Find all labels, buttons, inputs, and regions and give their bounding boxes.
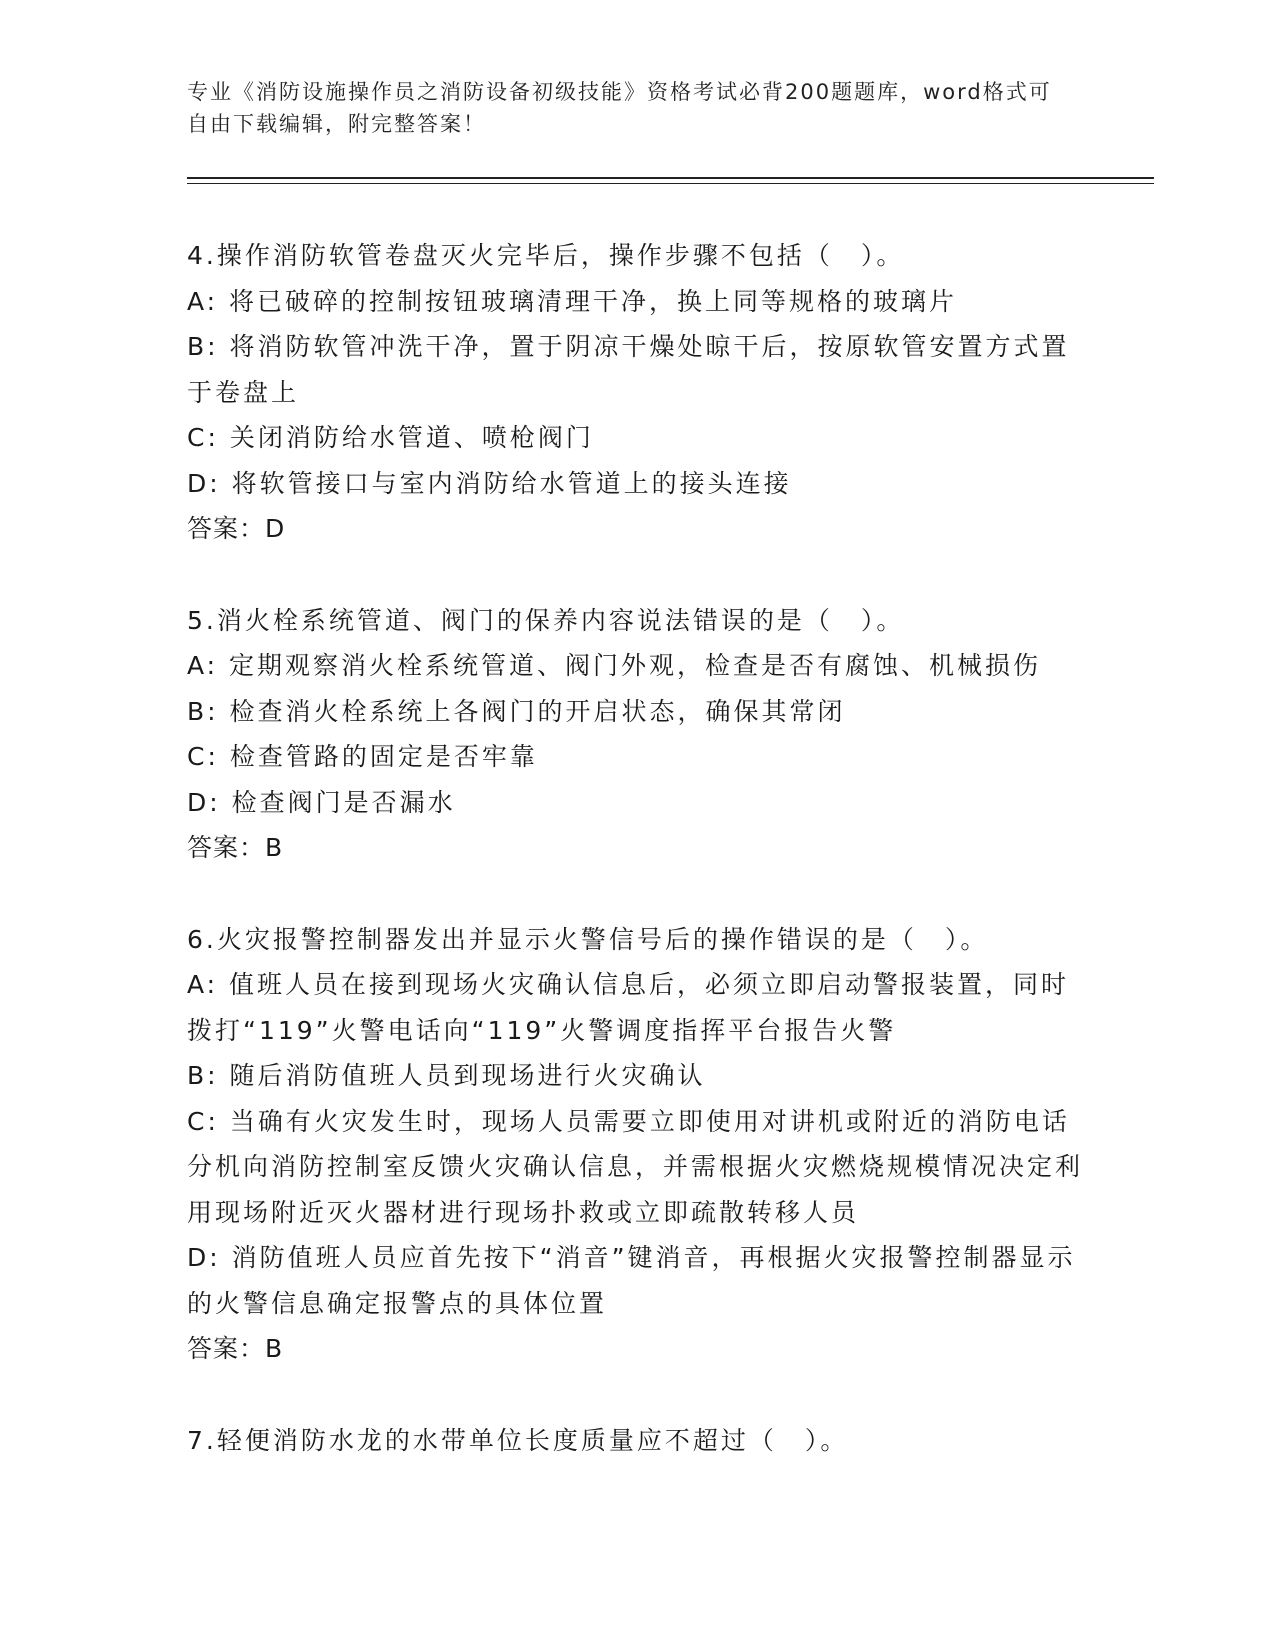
document-header: 专业《消防设施操作员之消防设备初级技能》资格考试必背200题题库，word格式可自由下载编辑，附完整答案！: [187, 80, 1052, 136]
option-b: B: 将消防软管冲洗干净，置于阴凉干燥处晾干后，按原软管安置方式置于卷盘上: [187, 332, 1070, 407]
option-c: C: 当确有火灾发生时，现场人员需要立即使用对讲机或附近的消防电话分机向消防控制室反馈火灾确认信息，并需根据火灾燃烧规模情况决定利用现场附近灭火器材进行现场扑救或立即疏散转移人员: [187, 1106, 1084, 1227]
option-d: D: 检查阀门是否漏水: [187, 787, 456, 817]
question-stem: 7.轻便消防水龙的水带单位长度质量应不超过（ ）。: [187, 1425, 849, 1455]
option-d: D: 将软管接口与室内消防给水管道上的接头连接: [187, 468, 792, 498]
option-a: A: 值班人员在接到现场火灾确认信息后，必须立即启动警报装置，同时拨打“119”火警电话向“119”火警调度指挥平台报告火警: [187, 970, 1070, 1045]
answer: 答案：B: [187, 1334, 284, 1363]
question-7: [187, 1418, 1087, 1464]
question-list: [187, 233, 1087, 1509]
option-a: A: 将已破碎的控制按钮玻璃清理干净，换上同等规格的玻璃片: [187, 286, 958, 316]
option-b: B: 检查消火栓系统上各阀门的开启状态，确保其常闭: [187, 696, 846, 726]
header-divider-thin: [187, 183, 1154, 184]
question-stem: 6.火灾报警控制器发出并显示火警信号后的操作错误的是（ ）。: [187, 924, 989, 954]
option-d: D: 消防值班人员应首先按下“消音”键消音，再根据火灾报警控制器显示的火警信息确定报警点的具体位置: [187, 1243, 1076, 1318]
option-c: C: 检查管路的固定是否牢靠: [187, 742, 538, 771]
answer: 答案：D: [187, 514, 286, 543]
option-b: B: 随后消防值班人员到现场进行火灾确认: [187, 1061, 706, 1090]
option-a: A: 定期观察消火栓系统管道、阀门外观，检查是否有腐蚀、机械损伤: [187, 651, 1042, 680]
question-6: [187, 917, 1087, 1372]
question-stem: 4.操作消防软管卷盘灭火完毕后，操作步骤不包括（ ）。: [187, 241, 905, 270]
question-4: [187, 233, 1087, 552]
question-5: [187, 598, 1087, 871]
question-stem: 5.消火栓系统管道、阀门的保养内容说法错误的是（ ）。: [187, 605, 905, 635]
answer: 答案：B: [187, 833, 284, 862]
option-c: C: 关闭消防给水管道、喷枪阀门: [187, 423, 594, 452]
header-divider-thick: [187, 177, 1154, 179]
